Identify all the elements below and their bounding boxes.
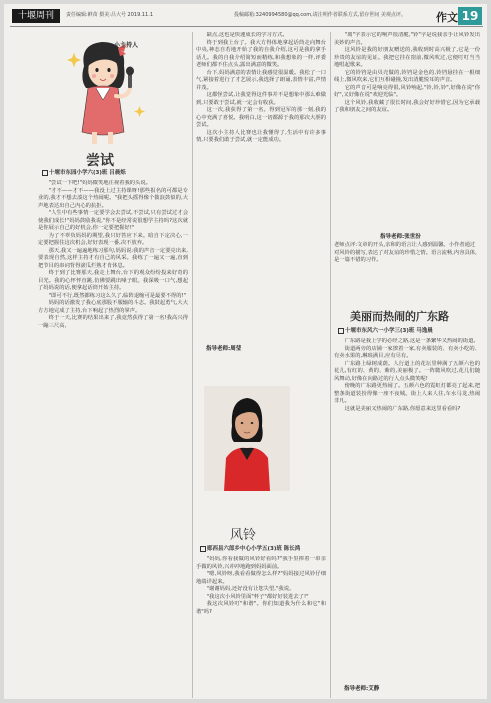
teacher-comment bbox=[334, 242, 480, 265]
article-byline-guangdong-road bbox=[338, 326, 433, 334]
section-title: 作文 bbox=[436, 11, 458, 24]
article3-body bbox=[334, 32, 480, 228]
article-title-windchime: 风铃 bbox=[230, 528, 257, 543]
article3-signature: 指导老师:张世汾 bbox=[380, 234, 421, 240]
article1-paragraph: "即可不行,既然都练习这么久了,临阵退缩可是最要不得的!" bbox=[48, 292, 187, 299]
header-divider bbox=[10, 26, 483, 27]
byline-text: 十堰市东风六一小学三(3)班 马逸晨 bbox=[345, 328, 433, 334]
article2-body bbox=[196, 556, 326, 699]
article1-paragraph: 这都怪尝试,让我觉得这件事并不是想象中那么难做到,只要敢于尝试,就一定会有收获。 bbox=[196, 92, 326, 106]
article2-paragraph: "我这次小风铃里面"杯子"都好好装进去了!" bbox=[206, 593, 309, 600]
article4-paragraph: 傍晚的广东路更热闹了。五颜六色的霓虹灯都亮了起来,把整条街道装扮得像一座不夜城。街上人来人往,车水马龙,热闹非凡。 bbox=[334, 383, 480, 404]
article1-paragraph: "尝试一下吧!"妈妈微笑地注视着我的头说。 bbox=[48, 180, 151, 186]
article1-paragraph: "才不——才不——我没上过主持课呀!那些报名的可都是专业的,我才不想去凑这个热闹呢。"我把头摇得像个拨浪鼓似的,大声地表达出自己内心的抗拒。 bbox=[38, 187, 188, 209]
article1-paragraph: 台下,妈妈满意的表情让我感觉很温暖。我松了一口气,紧接着进行了才艺展示,我选择了朗诵,表情丰富,声情并茂。 bbox=[196, 69, 326, 91]
byline-box-icon bbox=[42, 170, 48, 176]
article1-paragraph: 那天,我又一遍遍地练习那句,妈妈说:我的声音一定要亮出来,要表现自然,这样主持才有自己的风采。我练了一遍又一遍,直到把节目的串词背得滚瓜烂熟才肯休息。 bbox=[38, 247, 188, 269]
article3-paragraph: 它的声音可是响亮得很,风铃响起,"铃,铃,铃",好像在说"你好",又好像在说"欢迎光临"。 bbox=[334, 84, 480, 98]
article1-paragraph: 终于到了比赛那天,我走上舞台,台下的观众纷纷投来好奇的目光。我的心怦怦直跳,仿佛要跳出嗓子眼。我深吸一口气,想起了妈妈说的话,便拿起话筒开始主持。 bbox=[38, 270, 188, 291]
article1-column-left bbox=[38, 180, 188, 699]
article1-paragraph: 妈妈的话激发了我心底那股不服输的斗志。我鼓起勇气,大大方方地完成了主持,台下响起了热烈的掌声。 bbox=[38, 300, 188, 314]
byline-text: 十堰市东园小学六(3)班 吕晨烁 bbox=[49, 170, 126, 176]
article-byline-try bbox=[42, 168, 126, 176]
submission-contact: 投稿邮箱:3240994580@qq.com,请注明作者联系方式,留存世间 美观点评。 bbox=[234, 12, 406, 18]
article1-paragraph: "人生中有些事情一定要学会去尝试,不尝试,只有尝试过才会使我们成长!"妈妈鼓励我说,"你不是经常说很想学主持吗?这次就是你展示自己的好机会,你一定要把握好!" bbox=[38, 210, 188, 231]
article1-paragraph: 这一次,我获得了第一名。得到冠军的那一刻,我的心中充满了喜悦。我明白,这一切都源于我的那次大胆的尝试。 bbox=[196, 107, 326, 128]
page-number: 19 bbox=[458, 7, 482, 25]
article1-paragraph: 为了不辜负妈妈的期望,我只好答应下来。暗自下定决心,一定要把握住这次机会,好好表现一番,决不放弃。 bbox=[38, 232, 188, 246]
author-photo bbox=[204, 386, 290, 491]
student-portrait-icon bbox=[204, 386, 290, 491]
article1-paragraph: 缺点,这也是快速成长的学习方式。 bbox=[206, 32, 288, 38]
article2-paragraph: "妈妈,你看我做的风铃好看吗?"我手里捧着一串亲手做的风铃,兴冲冲地跑到妈妈面前。 bbox=[196, 556, 326, 570]
article3-paragraph: 这个风铃,我收藏了很长时间,我会好好珍惜它,因为它承载了我和朋友之间的友谊。 bbox=[334, 99, 480, 113]
article4-paragraph: 街道两旁的店铺一家挨着一家,有卖服装的、有卖小吃的、有卖水果的,琳琅满目,应有尽有。 bbox=[334, 345, 480, 359]
article1-signature: 指导老师:周莹 bbox=[206, 346, 242, 352]
girl-with-microphone-icon bbox=[50, 36, 160, 148]
newspaper-page bbox=[4, 4, 487, 699]
article-byline-windchime bbox=[200, 544, 300, 552]
article2-paragraph: "谢谢妈妈,还好没有让您失望,"我说。 bbox=[206, 586, 295, 592]
article4-paragraph: 广东路是我上学的必经之路,这是一条繁华又热闹的街道。 bbox=[344, 338, 479, 344]
page-header bbox=[4, 4, 487, 26]
masthead: 十堰周刊 bbox=[12, 9, 60, 23]
article4-paragraph: 广东路上绿树成荫。人行道上的花坛里种满了五颜六色的花儿,有红的、黄的、紫的,美丽极了。一阵微风吹过,花儿们随风舞动,好像在向路过的行人点头微笑呢! bbox=[334, 360, 480, 382]
article1-paragraph: 终于到我上台了。我大方得体地拿起话筒走向舞台中央,神态自若地开始了我的自我介绍,这可是我的拿手话儿。我的自我介绍简短而精练,和我想象的一样,评委老师们都不住点头,露出满意的微笑。 bbox=[196, 39, 326, 68]
editor-credits: 责任编辑:鲜苗 摄美:吕大号 2019.11.1 bbox=[66, 12, 153, 18]
article1-paragraph: 终于一天,比赛的结果出来了,我竟然获得了第一名!我高兴得一蹦三尺高, bbox=[38, 315, 188, 329]
column-divider bbox=[192, 32, 193, 698]
article1-paragraph: 这次小主持人比赛也让我懂得了,生活中有许多事情,只要我们敢于尝试,就一定能成功。 bbox=[196, 129, 326, 143]
byline-box-icon bbox=[200, 546, 206, 552]
article4-paragraph: 这就是美丽又热闹的广东路,你愿意来这里看看吗? bbox=[344, 405, 461, 412]
article2-paragraph: "嗯,风铃呀,我看看做得怎么样?"妈妈接过风铃仔细地端详起来。 bbox=[196, 571, 326, 585]
illustration-caption: 小主持人 bbox=[114, 42, 139, 49]
column-divider bbox=[330, 32, 331, 698]
article3-paragraph: "离"字表示它的响声很清脆,"铃"字是说我亲手让风铃发出美妙的声音。 bbox=[334, 32, 480, 46]
byline-text: 郧西县六郎乡中心小学五(3)班 陈长鸿 bbox=[207, 546, 301, 552]
teacher-comment-text: 老师点评:文章的开头,亲和的语言让人感到温馨。小作者通过对风铃的描写,表达了对友谊的珍惜之情。语言流畅,内容具体,是一篇不错的习作。 bbox=[334, 242, 477, 264]
article4-body bbox=[334, 338, 480, 678]
article3-paragraph: 它的铃铛是由贝壳做的,铃铛是金色的,铃铛悬挂在一根细线上,微风吹来,它们互相碰撞,发出清脆悦耳的声音。 bbox=[334, 69, 480, 83]
illustration-host-girl bbox=[50, 36, 160, 148]
article-title-try: 尝试 bbox=[86, 153, 114, 169]
article2-paragraph: 我这次风铃叮"和谐"。你们知道我为什么和它"和谐"吗? bbox=[196, 601, 326, 615]
article3-paragraph: 这风铃是我的好朋友赠送的,我收到时高兴极了,它是一份珍贵的友谊的见证。我把它挂在窗前,微风吹过,它便叮叮当当地唱起歌来。 bbox=[334, 47, 480, 68]
article4-signature: 指导老师:艾静 bbox=[344, 686, 380, 692]
article1-column-right bbox=[196, 32, 326, 342]
byline-box-icon bbox=[338, 328, 344, 334]
article-title-guangdong-road: 美丽而热闹的广东路 bbox=[350, 310, 449, 323]
